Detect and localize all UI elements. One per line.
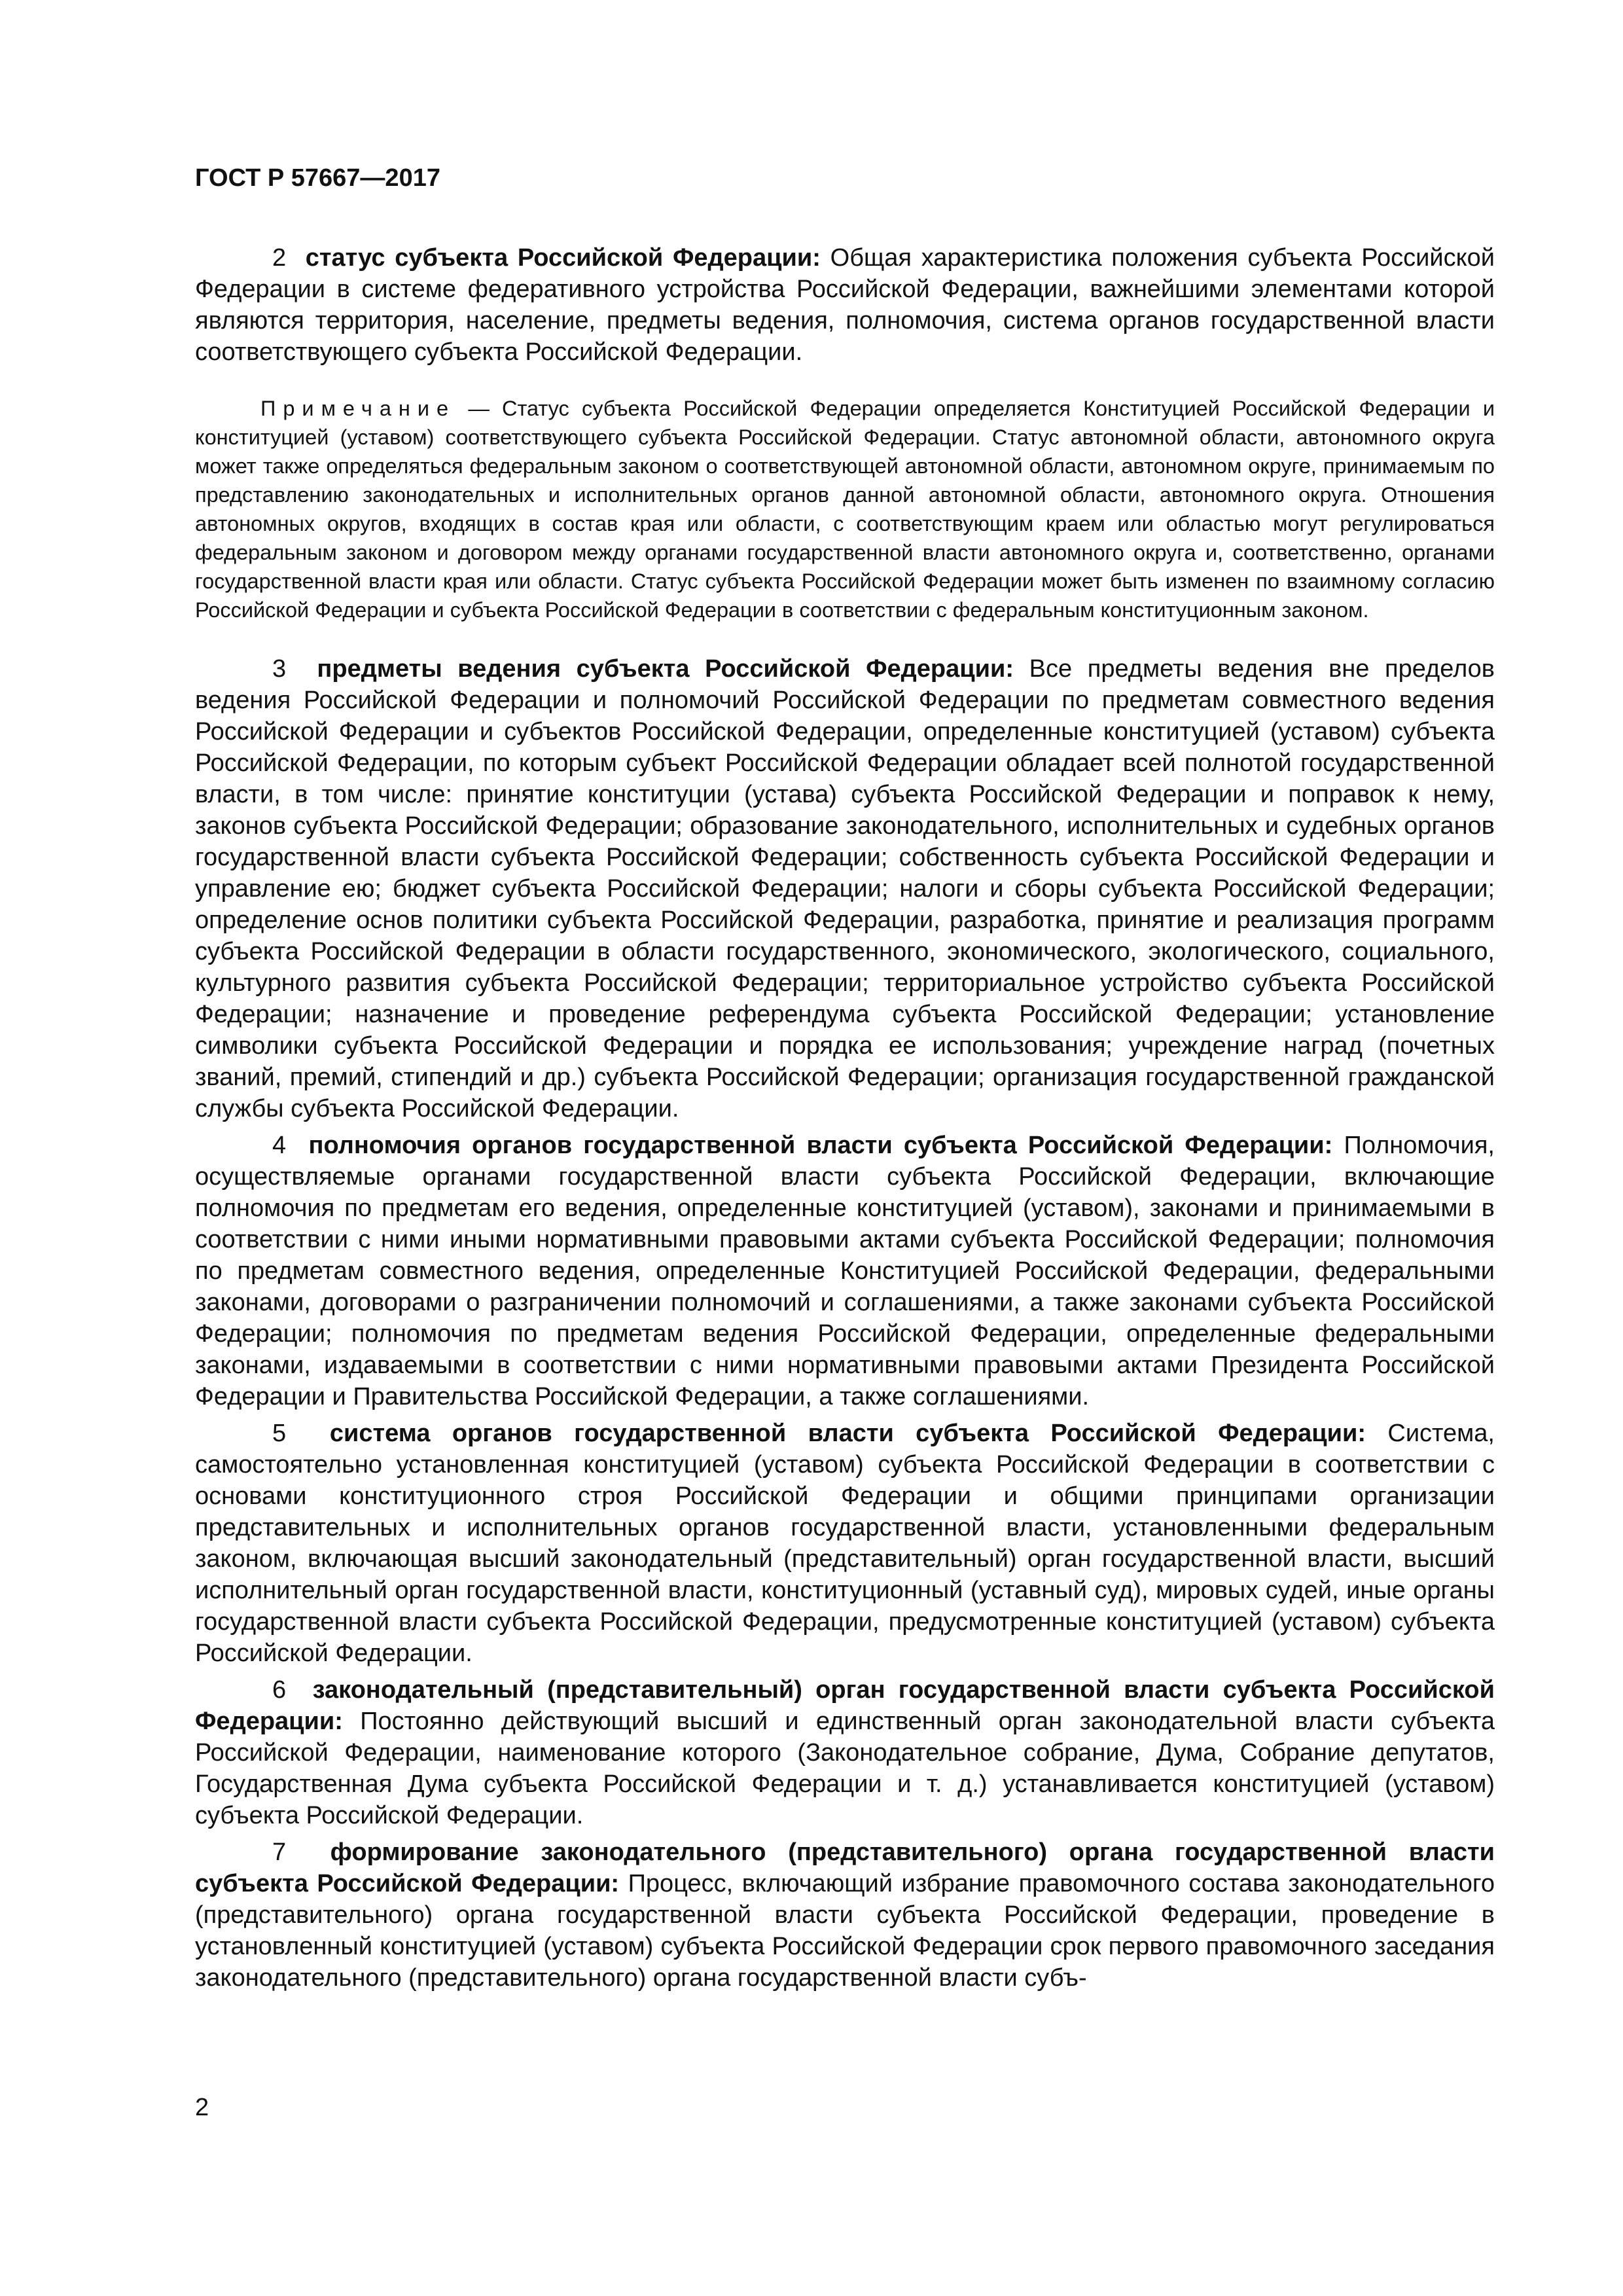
term-definition: Процесс, включающий избрание правомочного состава законодательного (представительного) органа государственной власти субъекта Российской Федерации, проведение в установленный конституцией (уставом) субъекта Российской Федерации срок первого правомочного заседания законодательного (представительного) органа государственной власти субъ- <box>195 1870 1495 1992</box>
term-title: предметы ведения субъекта Российской Федерации: <box>317 655 1014 683</box>
term-title: законодательный (представительный) орган государственной власти субъекта Российской Федерации: <box>195 1676 1495 1735</box>
term-entry-4 <box>195 1130 1495 1412</box>
term-title: полномочия органов государственной власти субъекта Российской Федерации: <box>308 1132 1333 1159</box>
term-number: 3 <box>272 655 287 683</box>
note-dash: — <box>455 397 503 420</box>
term-definition: Все предметы ведения вне пределов ведения Российской Федерации и полномочий Российской Федерации по предметам совместного ведения Российской Федерации и субъектов Российской Федерации, определенные конституцией (уставом) субъекта Российской Федерации, по которым субъект Российской Федерации обладает всей полнотой государственной власти, в том числе: принятие конституции (устава) субъекта Российской Федерации и поправок к нему, законов субъекта Российской Федерации; образование законодательного, исполнительных и судебных органов государственной власти субъекта Российской Федерации; собственность субъекта Российской Федерации и управление ею; бюджет субъекта Российской Федерации; налоги и сборы субъекта Российской Федерации; определение основ политики субъекта Российской Федерации, разработка, принятие и реализация программ субъекта Российской Федерации в области государственного, экономического, экологического, социального, культурного развития субъекта Российской Федерации; территориальное устройство субъекта Российской Федерации; назначение и проведение референдума субъекта Российской Федерации; установление символики субъекта Российской Федерации и порядка ее использования; учреждение наград (почетных званий, премий, стипендий и др.) субъекта Российской Федерации; организация государственной гражданской службы субъекта Российской Федерации. <box>195 655 1495 1122</box>
term-definition: Общая характеристика положения субъекта Российской Федерации в системе федеративного устройства Российской Федерации, важнейшими элементами которой являются территория, население, предметы ведения, полномочия, система органов государственной власти соответствующего субъекта Российской Федерации. <box>195 244 1495 366</box>
term-title: статус субъекта Российской Федерации: <box>305 244 821 272</box>
page-number: 2 <box>195 2094 209 2121</box>
term-number: 5 <box>272 1420 287 1447</box>
term-number: 7 <box>272 1839 287 1866</box>
note-label: Примечание <box>260 397 456 420</box>
term-definition: Полномочия, осуществляемые органами государственной власти субъекта Российской Федерации, включающие полномочия по предметам его ведения, определенные конституцией (уставом), законами и принимаемыми в соответствии с ними иными нормативными правовыми актами субъекта Российской Федерации; полномочия по предметам совместного ведения, определенные Конституцией Российской Федерации, федеральными законами, договорами о разграничении полномочий и соглашениями, а также законами субъекта Российской Федерации; полномочия по предметам ведения Российской Федерации, определенные федеральными законами, издаваемыми в соответствии с ними нормативными правовыми актами Президента Российской Федерации и Правительства Российской Федерации, а также соглашениями. <box>195 1132 1495 1410</box>
term-number: 2 <box>272 244 287 272</box>
term-entry-7 <box>195 1837 1495 1994</box>
note-block <box>195 394 1495 624</box>
term-number: 6 <box>272 1676 287 1704</box>
document-code: ГОСТ Р 57667—2017 <box>195 164 440 192</box>
term-entry-2 <box>195 242 1495 368</box>
term-entry-5 <box>195 1418 1495 1669</box>
term-entry-3 <box>195 653 1495 1124</box>
document-page <box>195 162 1495 1999</box>
note-text: Статус субъекта Российской Федерации определяется Конституцией Российской Федерации и конституцией (уставом) соответствующего субъекта Российской Федерации. Статус автономной области, автономного округа может также определяться федеральным законом о соответствующей автономной области, автономном округе, принимаемым по представлению законодательных и исполнительных органов данной автономной области, автономного округа. Отношения автономных округов, входящих в состав края или области, с соответствующим краем или областью могут регулироваться федеральным законом и договором между органами государственной власти автономного округа и, соответственно, органами государственной власти края или области. Статус субъекта Российской Федерации может быть изменен по взаимному согласию Российской Федерации и субъекта Российской Федерации в соответствии с федеральным конституционным законом. <box>195 397 1495 622</box>
term-title: система органов государственной власти субъекта Российской Федерации: <box>329 1420 1366 1447</box>
term-definition: Постоянно действующий высший и единственный орган законодательной власти субъекта Российской Федерации, наименование которого (Законодательное собрание, Дума, Собрание депутатов, Государственная Дума субъекта Российской Федерации и т. д.) устанавливается конституцией (уставом) субъекта Российской Федерации. <box>195 1708 1495 1829</box>
term-definition: Система, самостоятельно установленная конституцией (уставом) субъекта Российской Федерации в соответствии с основами конституционного строя Российской Федерации и общими принципами организации представительных и исполнительных органов государственной власти, установленными федеральным законом, включающая высший законодательный (представительный) орган государственной власти, высший исполнительный орган государственной власти, конституционный (уставный суд), мировых судей, иные органы государственной власти субъекта Российской Федерации, предусмотренные конституцией (уставом) субъекта Российской Федерации. <box>195 1420 1495 1667</box>
term-title: формирование законодательного (представительного) органа государственной власти субъекта Российской Федерации: <box>195 1839 1495 1897</box>
term-number: 4 <box>272 1132 287 1159</box>
term-entry-6 <box>195 1674 1495 1831</box>
